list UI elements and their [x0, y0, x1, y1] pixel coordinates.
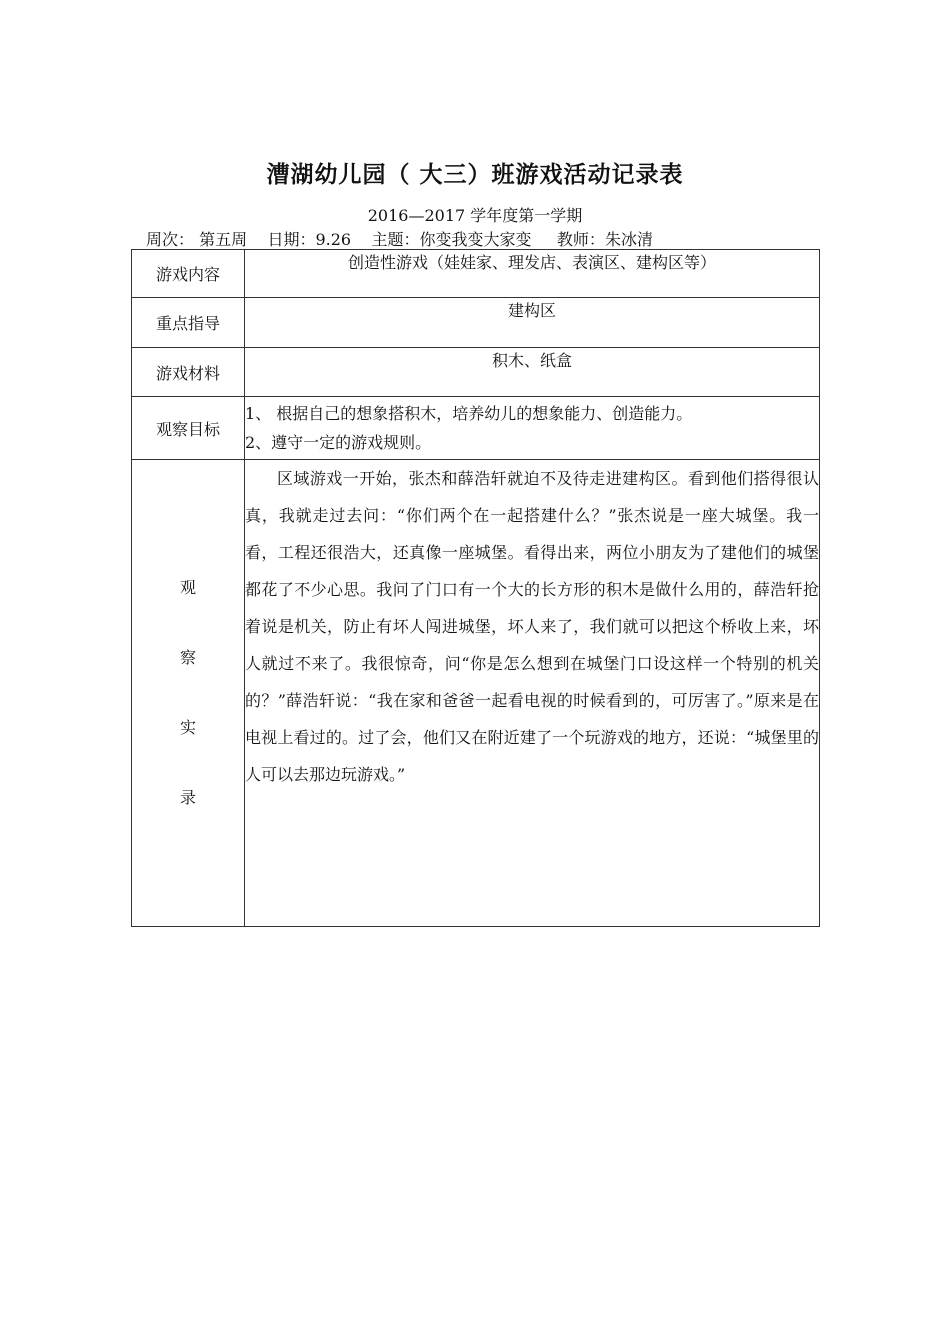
- document-subtitle: 2016—2017 学年度第一学期: [367, 206, 583, 225]
- teacher-label: 教师：: [556, 230, 605, 249]
- goal-item: 1、 根据自己的想象搭积木，培养幼儿的想象能力、创造能力。: [245, 404, 693, 423]
- goals-list: [245, 397, 820, 460]
- document-title: 漕湖幼儿园（ 大三）班游戏活动记录表: [266, 162, 684, 188]
- row-label: 游戏材料: [132, 348, 245, 397]
- record-label: [132, 460, 245, 927]
- record-label-char: 观: [179, 578, 196, 597]
- date-label: 日期：: [267, 230, 316, 249]
- goals-label: 观察目标: [132, 397, 245, 460]
- row-value: 建构区: [245, 298, 820, 348]
- week-value: 第五周: [199, 230, 248, 249]
- record-label-char: 录: [179, 788, 196, 807]
- week-label: 周次：: [146, 230, 195, 249]
- table-row: [132, 250, 820, 298]
- table-row: [132, 348, 820, 397]
- date-value: 9.26: [315, 230, 352, 249]
- teacher-value: 朱冰清: [604, 230, 653, 249]
- row-label: 重点指导: [132, 298, 245, 348]
- record-label-char: 实: [179, 718, 196, 737]
- goal-item: 2、遵守一定的游戏规则。: [245, 433, 432, 452]
- topic-label: 主题：: [371, 230, 420, 249]
- record-text: 区域游戏一开始，张杰和薛浩轩就迫不及待走进建构区。看到他们搭得很认真，我就走过去问：“你们两个在一起搭建什么？”张杰说是一座大城堡。我一看，工程还很浩大，还真像一座城堡。看得出来，两位小朋友为了建他们的城堡都花了不少心思。我问了门口有一个大的长方形的积木是做什么用的，薛浩轩抢着说是机关，防止有坏人闯进城堡，坏人来了，我们就可以把这个桥收上来，坏人就过不来了。我很惊奇，问“你是怎么想到在城堡门口设这样一个特别的机关的？”薛浩轩说：“我在家和爸爸一起看电视的时候看到的，可厉害了。”原来是在电视上看过的。过了会，他们又在附近建了一个玩游戏的地方，还说：“城堡里的人可以去那边玩游戏。”: [245, 460, 820, 927]
- row-value: 积木、纸盒: [245, 348, 820, 397]
- record-label-char: 察: [179, 648, 196, 667]
- table-row: [132, 397, 820, 460]
- record-table: [131, 249, 820, 927]
- row-value: 创造性游戏（娃娃家、理发店、表演区、建构区等）: [245, 250, 820, 298]
- row-label: 游戏内容: [132, 250, 245, 298]
- meta-line: [146, 227, 653, 250]
- table-row: [132, 460, 820, 927]
- table-row: [132, 298, 820, 348]
- topic-value: 你变我变大家变: [419, 230, 532, 249]
